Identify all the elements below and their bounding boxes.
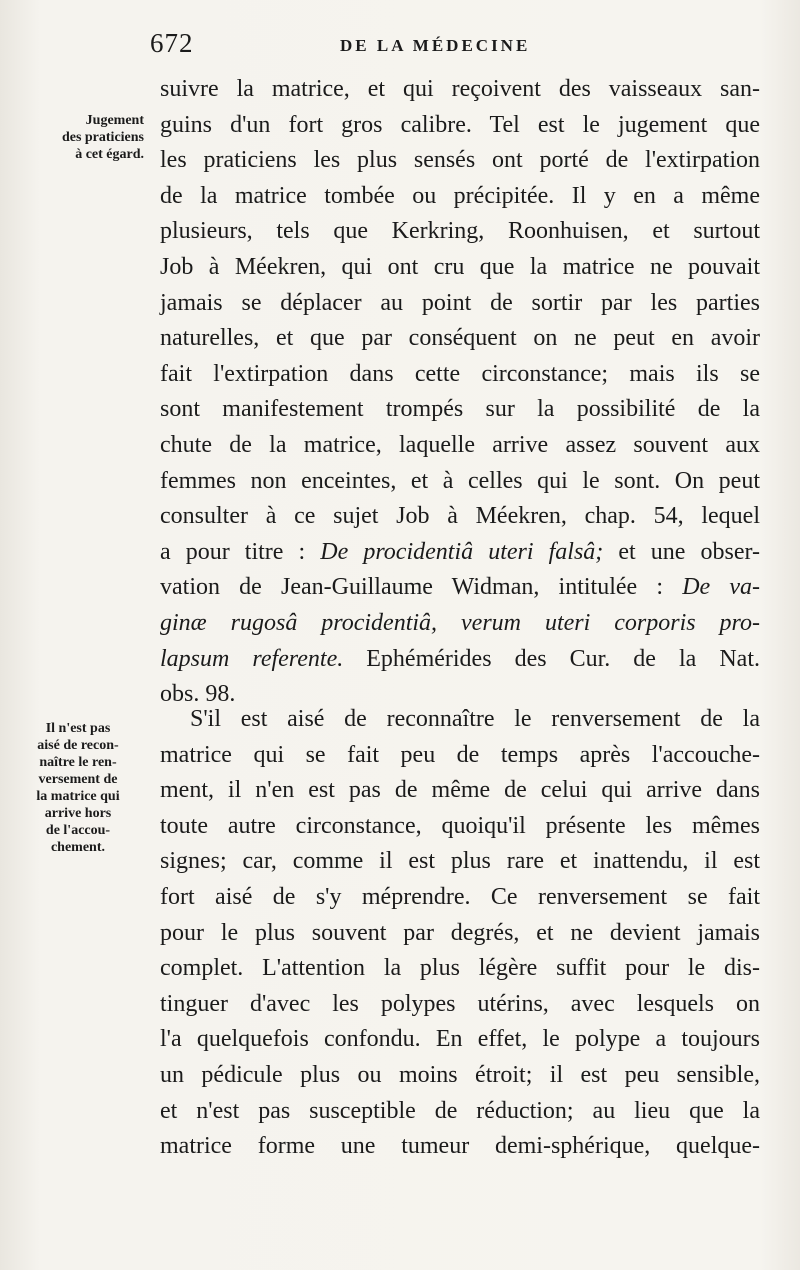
text-line: et n'est pas susceptible de réduction; au lieu que la	[160, 1097, 760, 1124]
margin-note-line: aisé de recon-	[37, 738, 119, 753]
text-line: matrice qui se fait peu de temps après l'accouche-	[160, 741, 760, 768]
text-line	[160, 535, 760, 571]
text-line: un pédicule plus ou moins étroit; il est peu sensible,	[160, 1061, 760, 1088]
page-number: 672	[150, 28, 194, 58]
margin-note-line: arrive hors	[44, 806, 112, 821]
margin-note-line: Jugement	[85, 113, 144, 128]
text-run: vation de Jean-Guillaume Widman, intitulée :	[160, 574, 683, 601]
text-line: suivre la matrice, et qui reçoivent des vaisseaux san-	[160, 76, 760, 102]
margin-note-line: de l'accou-	[45, 823, 111, 838]
citation-title: ginæ rugosâ procidentiâ, verum uteri corporis pro-	[160, 609, 760, 636]
margin-note-line: chement.	[50, 840, 106, 855]
margin-note-inversion	[10, 720, 146, 856]
text-run: et une obser-	[603, 538, 760, 565]
text-line: ment, il n'en est pas de même de celui qui arrive dans	[160, 777, 760, 804]
running-title: DE LA MÉDECINE	[340, 36, 531, 55]
citation-title: De procidentiâ uteri falsâ;	[320, 538, 604, 565]
text-line: tinguer d'avec les polypes utérins, avec lesquels on	[160, 990, 760, 1017]
text-line: matrice forme une tumeur demi-sphérique, quelque-	[160, 1133, 760, 1160]
text-line: fort aisé de s'y méprendre. Ce renversement se fait	[160, 883, 760, 910]
margin-note-line: versement de	[38, 772, 118, 787]
text-line: chute de la matrice, laquelle arrive assez souvent aux	[160, 431, 760, 458]
paragraph-inversion	[160, 702, 760, 1165]
text-line	[160, 642, 760, 678]
text-line: femmes non enceintes, et à celles qui le sont. On peut	[160, 467, 760, 494]
text-line	[160, 606, 760, 642]
text-run: a pour titre :	[160, 538, 321, 565]
citation-title: lapsum referente.	[160, 645, 344, 672]
margin-note-line: la matrice qui	[36, 789, 120, 804]
text-line: pour le plus souvent par degrés, et ne devient jamais	[160, 919, 760, 946]
margin-note-line: naître le ren-	[39, 755, 117, 770]
margin-note-judgement	[4, 112, 144, 163]
text-line: naturelles, et que par conséquent on ne peut en avoir	[160, 325, 760, 352]
text-line: Job à Méekren, qui ont cru que la matrice ne pouvait	[160, 253, 760, 280]
text-line: fait l'extirpation dans cette circonstance; mais ils se	[160, 360, 760, 387]
margin-note-line: à cet égard.	[75, 147, 144, 162]
text-line: signes; car, comme il est plus rare et inattendu, il est	[160, 848, 760, 875]
text-line: plusieurs, tels que Kerkring, Roonhuisen, et surtout	[160, 218, 760, 245]
text-line: l'a quelquefois confondu. En effet, le polype a toujours	[160, 1026, 760, 1053]
text-line: obs. 98.	[160, 681, 236, 708]
paragraph-extirpation	[160, 72, 760, 713]
citation-title: De va-	[682, 574, 760, 601]
text-line: S'il est aisé de reconnaître le renversement de la	[190, 706, 760, 732]
text-line: toute autre circonstance, quoiqu'il présente les mêmes	[160, 812, 760, 839]
text-line	[160, 570, 760, 606]
text-line: de la matrice tombée ou précipitée. Il y en a même	[160, 182, 760, 209]
text-line: sont manifestement trompés sur la possibilité de la	[160, 396, 760, 423]
text-run: Ephémérides des Cur. de la Nat.	[343, 645, 760, 672]
text-line: consulter à ce sujet Job à Méekren, chap. 54, lequel	[160, 503, 760, 530]
text-line: complet. L'attention la plus légère suffit pour le dis-	[160, 955, 760, 982]
text-line: les praticiens les plus sensés ont porté de l'extirpation	[160, 147, 760, 174]
margin-note-line: des praticiens	[61, 130, 144, 145]
text-line: jamais se déplacer au point de sortir par les parties	[160, 289, 760, 316]
text-line: guins d'un fort gros calibre. Tel est le jugement que	[160, 111, 760, 138]
page-header	[150, 28, 750, 68]
margin-note-line: Il n'est pas	[45, 721, 111, 736]
